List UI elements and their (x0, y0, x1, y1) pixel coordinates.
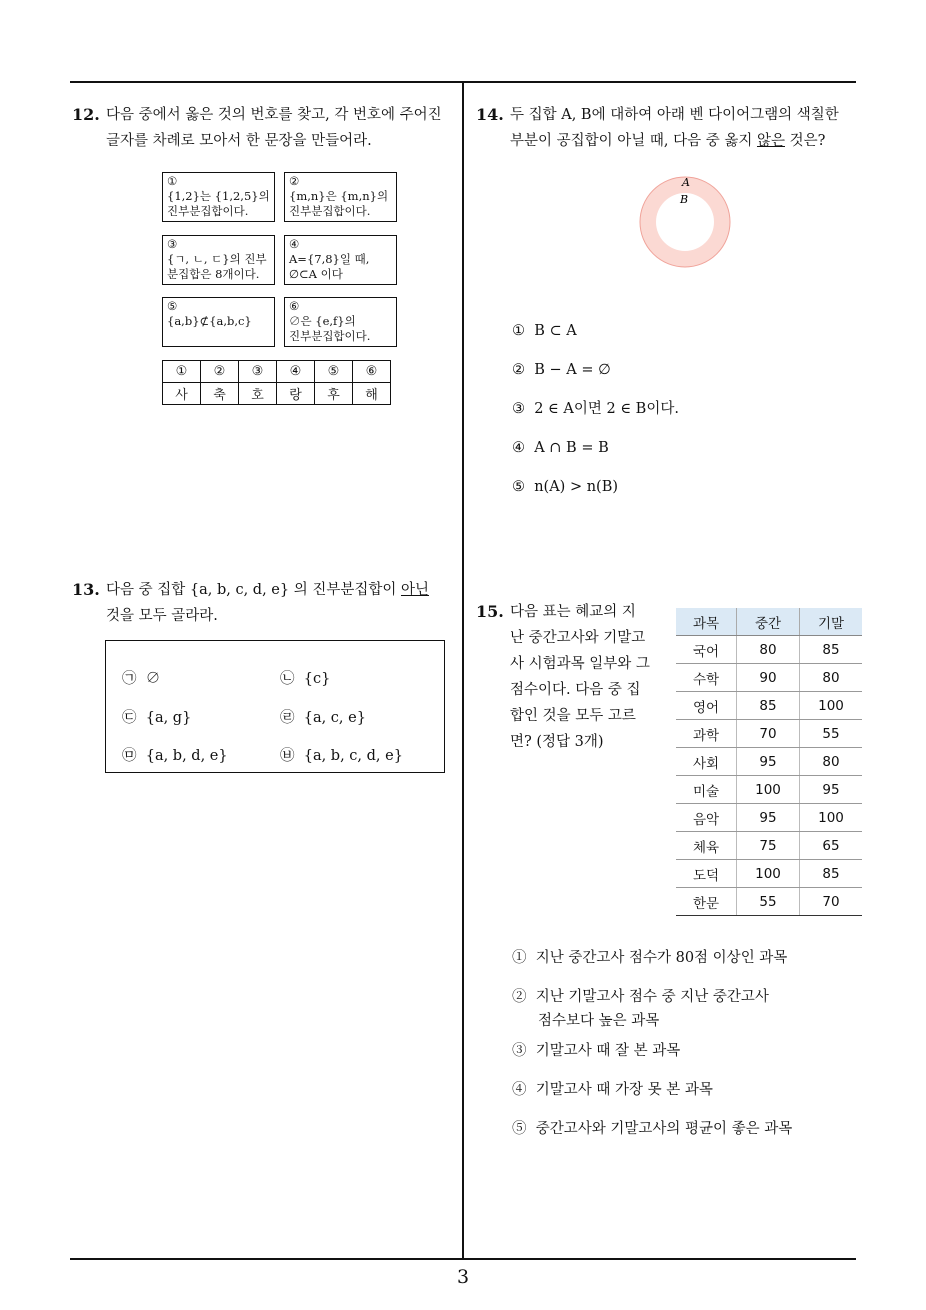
set-choices-box (105, 640, 445, 773)
table-cell: 80 (737, 636, 800, 664)
choice-text: 기말고사 때 가장 못 본 과목 (535, 1082, 713, 1098)
choice-mark: ③ (512, 401, 525, 417)
table-cell: 100 (737, 860, 800, 888)
table-cell: ① (163, 361, 201, 383)
box-mark: ⑥ (289, 299, 300, 313)
table-cell: 해 (353, 383, 391, 405)
choice-text: A ∩ B = B (534, 440, 609, 456)
question-13 (72, 577, 457, 629)
table-cell: 85 (737, 692, 800, 720)
table-cell: 체육 (676, 832, 737, 860)
box-line: A={7,8}일 때, (289, 252, 370, 266)
statement-box-5 (162, 297, 275, 347)
statement-box-3 (162, 235, 275, 285)
table-cell: 축 (201, 383, 239, 405)
choice-4 (512, 436, 609, 460)
question-number: 13. (72, 580, 100, 599)
table-cell: 사 (163, 383, 201, 405)
question-text-line: 점수이다. 다음 중 집 (510, 682, 641, 698)
item-mark: ㉡ (280, 671, 295, 687)
table-cell: 100 (737, 776, 800, 804)
table-row (163, 383, 391, 405)
item-mark: ㉢ (122, 710, 137, 726)
bottom-rule (70, 1258, 856, 1260)
table-row (676, 720, 862, 748)
choice-3 (512, 1039, 680, 1063)
statement-box-1 (162, 172, 275, 222)
table-row (676, 664, 862, 692)
question-text: 다음 중 집합 {a, b, c, d, e} 의 진부분집합이 (106, 582, 401, 598)
question-text-line: 글자를 차례로 모아서 한 문장을 만들어라. (106, 133, 372, 149)
choice-1 (512, 319, 577, 343)
choice-mark: ④ (512, 440, 525, 456)
box-mark: ③ (167, 237, 178, 251)
choice-mark: ③ (512, 1043, 527, 1059)
set-item (122, 706, 191, 727)
table-cell: 90 (737, 664, 800, 692)
choice-5 (512, 475, 618, 499)
table-cell: 100 (800, 804, 863, 832)
item-mark: ㉣ (280, 710, 295, 726)
question-text-line: 두 집합 A, B에 대하여 아래 벤 다이어그램의 색칠한 (510, 107, 839, 123)
question-text-line: 것을 모두 골라라. (106, 608, 218, 624)
box-line: 분집합은 8개이다. (167, 267, 260, 281)
table-cell: 70 (800, 888, 863, 916)
choice-5 (512, 1117, 792, 1141)
item-value: ∅ (145, 671, 161, 687)
underlined-word: 않은 (756, 133, 785, 149)
choice-4 (512, 1078, 713, 1102)
table-cell: 80 (800, 664, 863, 692)
choice-text: 2 ∈ A이면 2 ∈ B이다. (534, 401, 679, 417)
choice-mark: ① (512, 323, 525, 339)
item-value: {a, c, e} (303, 710, 366, 726)
question-number: 12. (72, 105, 100, 124)
table-cell: 75 (737, 832, 800, 860)
table-row (676, 860, 862, 888)
column-header: 기말 (800, 608, 863, 636)
table-cell: ⑤ (315, 361, 353, 383)
choice-mark: ⑤ (512, 479, 525, 495)
box-line: 진부분집합이다. (289, 329, 371, 343)
table-cell: ⑥ (353, 361, 391, 383)
statement-box-6 (284, 297, 397, 347)
choice-mark: ② (512, 989, 527, 1005)
table-row (676, 832, 862, 860)
table-row (676, 804, 862, 832)
question-12 (72, 102, 457, 154)
choice-mark: ⑤ (512, 1121, 527, 1137)
table-cell: 미술 (676, 776, 737, 804)
question-text-line: 다음 표는 혜교의 지 (510, 604, 636, 620)
table-header-row (676, 608, 862, 636)
box-line: ∅은 {e,f}의 (289, 314, 356, 328)
question-number: 15. (476, 602, 504, 621)
question-text-line: 면? (정답 3개) (510, 734, 604, 750)
set-a-label: A (682, 176, 690, 189)
page-number: 3 (456, 1266, 470, 1288)
table-cell: 95 (800, 776, 863, 804)
table-cell: 80 (800, 748, 863, 776)
table-cell: 55 (737, 888, 800, 916)
choice-mark: ① (512, 950, 527, 966)
table-cell: 85 (800, 860, 863, 888)
table-cell: 65 (800, 832, 863, 860)
question-14 (476, 102, 866, 154)
choice-1 (512, 946, 787, 970)
table-cell: 95 (737, 804, 800, 832)
table-cell: 도덕 (676, 860, 737, 888)
question-15 (476, 599, 656, 755)
box-line: {ㄱ, ㄴ, ㄷ}의 진부 (167, 252, 267, 266)
letter-table (162, 360, 391, 405)
table-row (163, 361, 391, 383)
choice-text: B − A = ∅ (534, 362, 611, 378)
box-line: 진부분집합이다. (289, 204, 371, 218)
score-table (676, 608, 862, 916)
table-cell: 95 (737, 748, 800, 776)
question-number: 14. (476, 105, 504, 124)
box-mark: ⑤ (167, 299, 178, 313)
set-item (122, 667, 160, 688)
item-mark: ㉠ (122, 671, 137, 687)
choice-text: B ⊂ A (534, 323, 577, 339)
choice-text: 지난 중간고사 점수가 80점 이상인 과목 (535, 950, 788, 966)
question-text: 부분이 공집합이 아닐 때, 다음 중 옳지 (510, 133, 757, 149)
box-mark: ① (167, 174, 178, 188)
item-mark: ㉥ (280, 748, 295, 764)
table-cell: 사회 (676, 748, 737, 776)
statement-box-2 (284, 172, 397, 222)
set-item (280, 744, 403, 765)
choice-mark: ④ (512, 1082, 527, 1098)
box-line: {1,2}는 {1,2,5}의 (167, 189, 270, 203)
table-cell: 과학 (676, 720, 737, 748)
question-text-line: 합인 것을 모두 고르 (510, 708, 636, 724)
table-cell: 70 (737, 720, 800, 748)
statement-box-4 (284, 235, 397, 285)
question-text-line: 난 중간고사와 기말고 (510, 630, 646, 646)
table-cell: 음악 (676, 804, 737, 832)
choice-2 (512, 985, 769, 1033)
item-mark: ㉤ (122, 748, 137, 764)
question-text: 것은? (785, 133, 826, 149)
table-cell: ③ (239, 361, 277, 383)
item-value: {a, b, c, d, e} (303, 748, 403, 764)
column-divider (462, 82, 464, 1259)
question-text-line (106, 577, 457, 603)
table-cell: 100 (800, 692, 863, 720)
table-cell: 랑 (277, 383, 315, 405)
table-row (676, 776, 862, 804)
choice-2 (512, 358, 611, 382)
choice-3 (512, 397, 679, 421)
table-cell: 후 (315, 383, 353, 405)
table-cell: 호 (239, 383, 277, 405)
table-cell: ② (201, 361, 239, 383)
question-text-line (510, 128, 866, 154)
box-mark: ② (289, 174, 300, 188)
set-b-label: B (680, 193, 689, 206)
item-value: {a, b, d, e} (145, 748, 228, 764)
set-item (280, 706, 366, 727)
choice-text: 점수보다 높은 과목 (538, 1013, 660, 1029)
choice-text: n(A) > n(B) (534, 479, 619, 495)
choice-text: 기말고사 때 잘 본 과목 (535, 1043, 681, 1059)
item-value: {a, g} (145, 710, 192, 726)
venn-diagram (635, 172, 735, 272)
box-line: 진부분집합이다. (167, 204, 249, 218)
set-item (122, 744, 228, 765)
box-line: {a,b}⊄{a,b,c} (167, 314, 252, 328)
table-cell: 85 (800, 636, 863, 664)
column-header: 중간 (737, 608, 800, 636)
table-cell: ④ (277, 361, 315, 383)
table-row (676, 748, 862, 776)
table-cell: 55 (800, 720, 863, 748)
table-row (676, 888, 862, 916)
question-text-line: 사 시험과목 일부와 그 (510, 656, 650, 672)
table-row (676, 636, 862, 664)
box-line: {m,n}은 {m,n}의 (289, 189, 389, 203)
table-cell: 한문 (676, 888, 737, 916)
table-cell: 국어 (676, 636, 737, 664)
table-row (676, 692, 862, 720)
table-cell: 영어 (676, 692, 737, 720)
question-text-line: 다음 중에서 옳은 것의 번호를 찾고, 각 번호에 주어진 (106, 107, 442, 123)
column-header: 과목 (676, 608, 737, 636)
choice-text: 중간고사와 기말고사의 평균이 좋은 과목 (535, 1121, 793, 1137)
table-cell: 수학 (676, 664, 737, 692)
choice-mark: ② (512, 362, 525, 378)
choice-text: 지난 기말고사 점수 중 지난 중간고사 (535, 989, 769, 1005)
item-value: {c} (303, 671, 331, 687)
underlined-word: 아닌 (400, 582, 429, 598)
set-item (280, 667, 330, 688)
box-line: ∅⊂A 이다 (289, 267, 343, 281)
box-mark: ④ (289, 237, 300, 251)
